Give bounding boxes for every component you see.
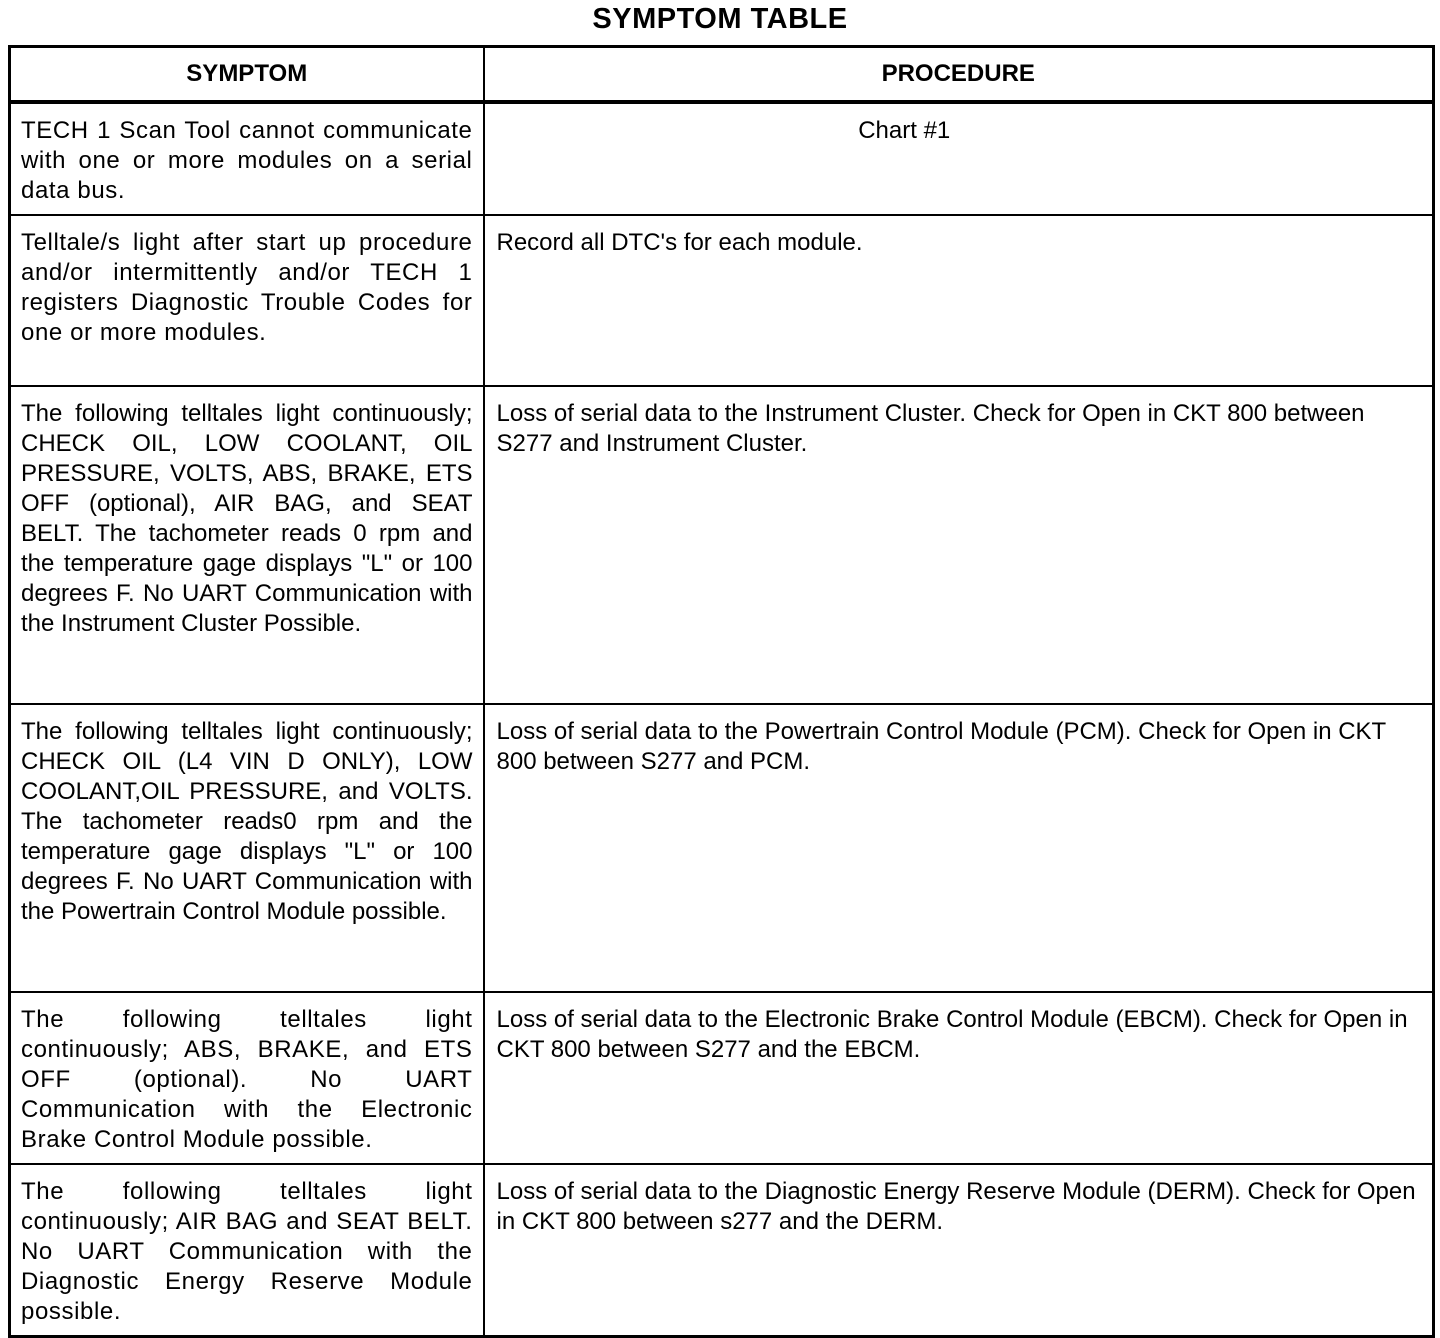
procedure-cell bbox=[484, 386, 1434, 704]
symptom-cell bbox=[10, 386, 484, 704]
procedure-text: Loss of serial data to the Electronic Brake Control Module (EBCM). Check for Open in CKT 800 between S277 and the EBCM. bbox=[496, 1006, 1408, 1063]
symptom-cell bbox=[10, 992, 484, 1164]
table-header-row bbox=[10, 47, 1434, 103]
procedure-text: Loss of serial data to the Diagnostic Energy Reserve Module (DERM). Check for Open in CKT 800 between s277 and the DERM. bbox=[496, 1178, 1416, 1235]
symptom-text: The following telltales light continuously; CHECK OIL (L4 VIN D ONLY), LOW COOLANT,OIL PRESSURE, and VOLTS. The tachometer reads0 rpm and the temperature gage displays "L" or 100 degrees F. No UART Communication with the Powertrain Control Module possible. bbox=[21, 718, 473, 925]
procedure-cell bbox=[484, 992, 1434, 1164]
symptom-cell bbox=[10, 215, 484, 386]
procedure-text: Loss of serial data to the Instrument Cluster. Check for Open in CKT 800 between S277 and Instrument Cluster. bbox=[496, 400, 1365, 457]
procedure-text: Loss of serial data to the Powertrain Control Module (PCM). Check for Open in CKT 800 between S277 and PCM. bbox=[496, 718, 1386, 775]
table-row bbox=[10, 102, 1434, 215]
table-row bbox=[10, 215, 1434, 386]
table-row bbox=[10, 386, 1434, 704]
symptom-text: TECH 1 Scan Tool cannot communicate with one or more modules on a serial data bus. bbox=[21, 117, 473, 204]
symptom-column-header: SYMPTOM bbox=[10, 47, 484, 103]
symptom-cell bbox=[10, 704, 484, 992]
symptom-text: The following telltales light continuously; ABS, BRAKE, and ETS OFF (optional). No UART Communication with the Electronic Brake Control Module possible. bbox=[21, 1006, 473, 1153]
table-row bbox=[10, 1164, 1434, 1337]
procedure-cell bbox=[484, 215, 1434, 386]
page-title: SYMPTOM TABLE bbox=[592, 3, 848, 35]
table-row bbox=[10, 704, 1434, 992]
procedure-cell bbox=[484, 704, 1434, 992]
procedure-cell bbox=[484, 102, 1434, 215]
procedure-text: Chart #1 bbox=[858, 117, 951, 144]
procedure-text: Record all DTC's for each module. bbox=[496, 229, 863, 256]
symptom-text: Telltale/s light after start up procedure and/or intermittently and/or TECH 1 registers Diagnostic Trouble Codes for one or more modules. bbox=[21, 229, 473, 346]
symptom-text: The following telltales light continuously; CHECK OIL, LOW COOLANT, OIL PRESSURE, VOLTS, ABS, BRAKE, ETS OFF (optional), AIR BAG, and SEAT BELT. The tachometer reads 0 rpm and the temperature gage displays "L" or 100 degrees F. No UART Communication with the Instrument Cluster Possible. bbox=[21, 400, 473, 637]
symptom-table bbox=[8, 45, 1435, 1338]
table-row bbox=[10, 992, 1434, 1164]
symptom-cell bbox=[10, 102, 484, 215]
procedure-column-header: PROCEDURE bbox=[484, 47, 1434, 103]
symptom-cell bbox=[10, 1164, 484, 1337]
procedure-cell bbox=[484, 1164, 1434, 1337]
symptom-text: The following telltales light continuously; AIR BAG and SEAT BELT. No UART Communication with the Diagnostic Energy Reserve Module possible. bbox=[21, 1178, 473, 1325]
